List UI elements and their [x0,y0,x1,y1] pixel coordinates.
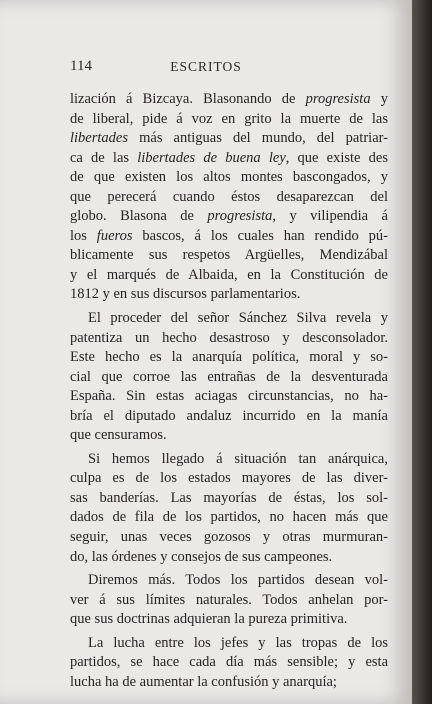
text-line [70,426,388,446]
text-line [70,591,388,611]
italic-text: progresista [207,208,273,225]
text-line [70,610,388,630]
text-run: Si hemos llegado á situación tan anárquica, [88,450,388,467]
text-run: España. Sin estas aciagas circunstancias, no ha- [70,388,388,405]
text-line [70,469,388,489]
page-number: 114 [70,58,92,74]
text-line [70,188,388,208]
text-run: y el marqués de Albaida, en la Constitución de [70,266,388,283]
text-run: seguir, unas veces gozosos y otras murmuran- [70,529,388,546]
text-run: culpa es de los estados mayores de las diver- [70,470,388,487]
italic-text: progresista [305,91,371,107]
body-text [70,90,388,696]
italic-text: libertades de buena ley [137,149,286,166]
text-run: , que existe des [285,149,388,166]
text-run: bascos, á los cuales han rendido pú- [132,227,388,244]
text-line [70,673,388,693]
text-run: dados de fila de los partidos, no hacen más que [70,509,388,526]
text-line [70,246,388,266]
text-line [70,368,388,388]
text-line [70,149,388,169]
text-line [70,309,388,329]
text-run: El proceder del señor Sánchez Silva revela y [88,310,388,327]
page-edge-shadow [412,0,432,704]
text-line [70,90,388,110]
text-line [70,508,388,528]
text-run: los [70,227,97,244]
italic-text: fueros [96,227,133,244]
text-run: lización á Bizcaya. Blasonando de [70,91,306,107]
text-run: lucha ha de aumentar la confusión y anarquía; [70,673,337,690]
text-run: que sus doctrinas adquieran la pureza primitiva. [70,611,348,628]
text-run: 1812 y en sus discursos parlamentarios. [70,286,301,303]
text-line [70,653,388,673]
paragraph [70,450,388,567]
text-run: que perecerá cuando éstos desaparezcan del [70,188,388,205]
text-line [70,168,388,188]
paragraph [70,571,388,630]
text-run: do, las órdenes y consejos de sus campeones. [70,548,333,565]
text-line [70,129,388,149]
text-run: La lucha entre los jefes y las tropas de los [88,634,388,651]
paragraph [70,634,388,693]
text-line [70,329,388,349]
text-line [70,285,388,305]
text-line [70,407,388,427]
text-run: de liberal, pide á voz en grito la muerte de las [70,110,388,127]
text-line [70,634,388,654]
text-line [70,387,388,407]
text-run: de que existen los altos montes bascongados, y [70,169,388,186]
italic-text: libertades [70,130,128,147]
text-line [70,528,388,548]
text-run: patentiza un hecho desastroso y desconsolador. [70,329,388,346]
running-head: ESCRITOS [170,59,242,74]
text-line [70,450,388,470]
text-line [70,110,388,130]
text-line [70,571,388,591]
text-run: , y vilipendia á [272,208,388,225]
text-run: partidos, se hace cada día más sensible; y esta [70,654,388,671]
text-run: que censuramos. [70,427,167,444]
text-run: y [370,91,388,107]
text-run: globo. Blasona de [70,208,208,225]
text-run: Diremos más. Todos los partidos desean vol- [88,572,388,589]
text-line [70,548,388,568]
paragraph [70,309,388,446]
page-header [0,58,412,80]
text-run: blicamente sus respetos Argüelles, Mendizábal [70,247,388,264]
text-run: cial que corroe las entrañas de la desventurada [70,368,388,385]
text-line [70,489,388,509]
text-run: ver á sus límites naturales. Todos anhelan por- [70,591,388,608]
text-line [70,348,388,368]
text-run: ca de las [70,149,138,166]
text-run: Este hecho es la anarquía política, moral y so- [70,349,388,366]
text-run: sas banderías. Las mayorías de éstas, los sol- [70,489,388,506]
text-line [70,227,388,247]
text-run: bría el diputado andaluz incurrido en la manía [70,407,388,424]
paragraph [70,90,388,305]
text-run: más antiguas del mundo, del patriar- [128,130,388,147]
text-line [70,207,388,227]
text-line [70,266,388,286]
